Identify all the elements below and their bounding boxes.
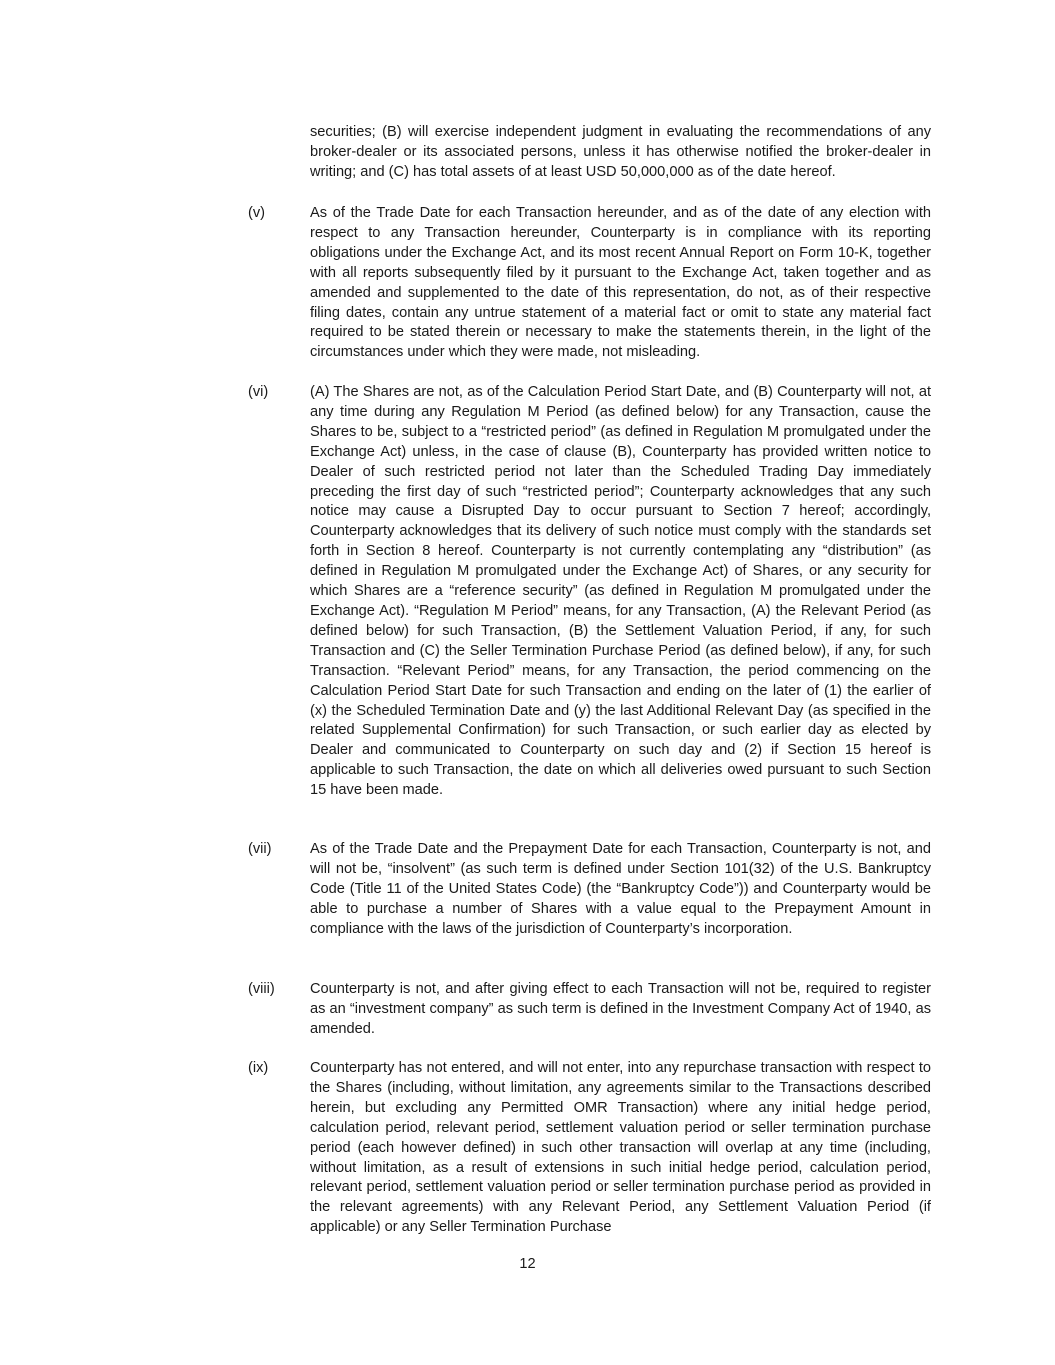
section-number: (ix) bbox=[248, 1060, 269, 1076]
section-vi bbox=[248, 383, 931, 801]
section-number: (vii) bbox=[248, 841, 272, 857]
page-number: 12 bbox=[519, 1256, 536, 1272]
section-v bbox=[248, 204, 931, 363]
section-text: Counterparty has not entered, and will not enter, into any repurchase transaction with respect to the Shares (including, without limitation, any agreements similar to the Transactions described herein, but excluding any Permitted OMR Transaction) where any initial hedge period, calculation period, relevant period, settlement valuation period or seller termination purchase period (each however defined) in such other transaction will overlap at any time (including, without limitation, as a result of extensions in such initial hedge period, calculation period, relevant period, settlement valuation period or seller termination purchase period as provided in the relevant agreements) with any Relevant Period, any Settlement Valuation Period (if applicable) or any Seller Termination Purchase bbox=[310, 1060, 931, 1236]
section-text: Counterparty is not, and after giving effect to each Transaction will not be, required to register as an “investment company” as such term is defined in the Investment Company Act of 1940, as amended. bbox=[310, 981, 931, 1037]
section-viii bbox=[248, 980, 931, 1040]
section-text: As of the Trade Date and the Prepayment Date for each Transaction, Counterparty is not, and will not be, “insolvent” (as such term is defined under Section 101(32) of the U.S. Bankruptcy Code (Title 11 of the United States Code) (the “Bankruptcy Code”)) and Counterparty would be able to purchase a number of Shares with a value equal to the Prepayment Amount in compliance with the laws of the jurisdiction of Counterparty’s incorporation. bbox=[310, 841, 931, 937]
section-number: (viii) bbox=[248, 981, 275, 997]
continued-paragraph: securities; (B) will exercise independent judgment in evaluating the recommendations of any broker-dealer or its associated persons, unless it has otherwise notified the broker-dealer in writing; and (C) has total assets of at least USD 50,000,000 as of the date hereof. bbox=[310, 124, 931, 180]
section-text: As of the Trade Date for each Transaction hereunder, and as of the date of any election with respect to any Transaction hereunder, Counterparty is in compliance with its reporting obligations under the Exchange Act, and its most recent Annual Report on Form 10-K, together with all reports subsequently filed by it pursuant to the Exchange Act, taken together and as amended and supplemented to the date of this representation, do not, as of their respective filing dates, contain any untrue statement of a material fact or omit to state any material fact required to be stated therein or necessary to make the statements therein, in the light of the circumstances under which they were made, not misleading. bbox=[310, 205, 931, 361]
section-vii bbox=[248, 840, 931, 940]
section-number: (vi) bbox=[248, 384, 269, 400]
section-number: (v) bbox=[248, 205, 266, 221]
section-text: (A) The Shares are not, as of the Calculation Period Start Date, and (B) Counterparty will not, at any time during any Regulation M Period (as defined below) for any Transaction, cause the Shares to be, subject to a “restricted period” (as defined in Regulation M promulgated under the Exchange Act) unless, in the case of clause (B), Counterparty has provided written notice to Dealer of such restricted period not later than the Scheduled Trading Day immediately preceding the first day of such “restricted period”; Counterparty acknowledges that any such notice may cause a Disrupted Day to occur pursuant to Section 7 hereof; accordingly, Counterparty acknowledges that its delivery of such notice must comply with the standards set forth in Section 8 hereof. Counterparty is not currently contemplating any “distribution” (as defined in Regulation M promulgated under the Exchange Act) of Shares, or any security for which Shares are a “reference security” (as defined in Regulation M promulgated under the Exchange Act). “Regulation M Period” means, for any Transaction, (A) the Relevant Period (as defined below) for such Transaction, (B) the Settlement Valuation Period, if any, for such Transaction and (C) the Seller Termination Purchase Period (as defined below), if any, for such Transaction. “Relevant Period” means, for any Transaction, the period commencing on the Calculation Period Start Date for such Transaction and ending on the later of (1) the earlier of (x) the Scheduled Termination Date and (y) the last Additional Relevant Day (as specified in the related Supplemental Confirmation) for such Transaction, or such earlier day as elected by Dealer and communicated to Counterparty on such day and (2) if Section 15 hereof is applicable to such Transaction, the date on which all deliveries owed pursuant to such Section 15 have been made. bbox=[310, 384, 931, 799]
section-ix bbox=[248, 1059, 931, 1238]
